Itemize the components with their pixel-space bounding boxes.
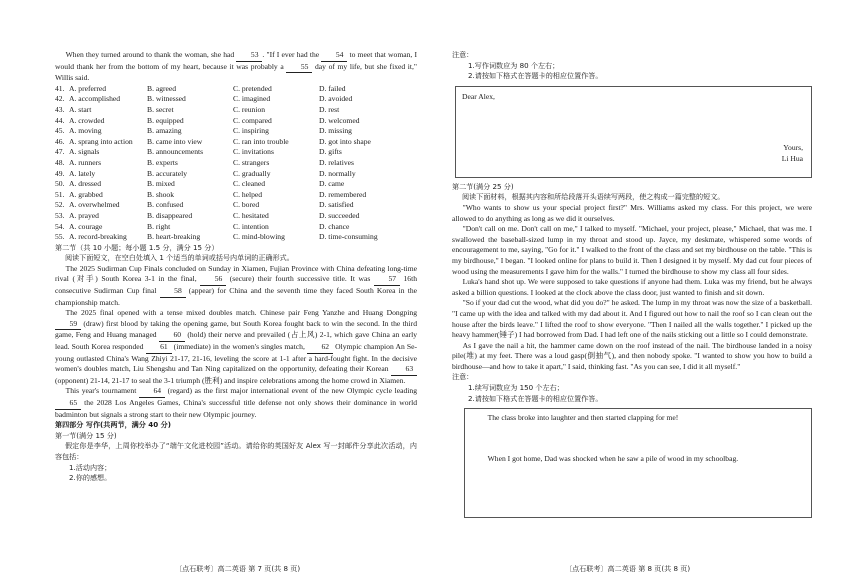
blank-54[interactable]: 54 (321, 50, 347, 62)
option-choice[interactable]: A. runners (69, 157, 102, 167)
option-choice[interactable]: B. heart-breaking (147, 232, 201, 242)
option-row (55, 116, 417, 127)
question-number: 45. (55, 126, 65, 136)
option-row (55, 211, 417, 222)
question-number: 43. (55, 104, 65, 114)
continuation-opening-2: When I got home, Dad was shocked when he saw a pile of wood in my schoolbag. (487, 453, 739, 463)
option-choice[interactable]: A. lately (69, 168, 96, 178)
option-choice[interactable]: C. invitations (233, 147, 274, 157)
option-choice[interactable]: D. normally (319, 168, 356, 178)
writing1-title: 第一节(满分 15 分) (55, 430, 117, 440)
option-choice[interactable]: A. dressed (69, 179, 102, 189)
blank-59[interactable]: 59 (55, 319, 81, 331)
story-paragraph-5: As I gave the nail a hit, the hammer came down on the roof instead of the nail. The birdhouse landed in a noisy pile(堆) at my feet. There was a loud gasp(倒抽气), and then nobody spoke. "I wanted to show you how to build a birdhouse—and how to take it apart," I said, thinking fast. "As you can see, I did it all myself." (452, 340, 812, 371)
question-number: 49. (55, 168, 65, 178)
option-choice[interactable]: C. cleaned (233, 179, 266, 189)
passage-paragraph-1: The 2025 Sudirman Cup Finals concluded on Sunday in Xiamen, Fujian Province with China defeating long-time rival (对手) South Korea 3-1 in the final, 56 (secure) their fourth successive title. It was 57 16th consecutive Sudirman Cup final 58 (appear) for China and the seventh time they faced South Korea in the championship match. (55, 263, 417, 307)
page-footer-left: 〔点石联考〕高二英语 第 7 页(共 8 页) (175, 564, 301, 573)
blank-65[interactable]: 65 (55, 398, 81, 410)
option-choice[interactable]: A. sprang into action (69, 136, 133, 146)
option-choice[interactable]: C. ran into trouble (233, 136, 289, 146)
note-item-2: 2.请按如下格式在答题卡的相应位置作答。 (468, 71, 603, 81)
question-number: 48. (55, 157, 65, 167)
blank-56[interactable]: 56 (200, 274, 226, 286)
question-number: 46. (55, 136, 65, 146)
option-choice[interactable]: D. missing (319, 126, 352, 136)
option-choice[interactable]: D. rest (319, 104, 340, 114)
option-choice[interactable]: C. strangers (233, 157, 270, 167)
blank-64[interactable]: 64 (139, 386, 165, 398)
option-choice[interactable]: D. satisfied (319, 200, 354, 210)
option-choice[interactable]: D. came (319, 179, 345, 189)
cloze-intro: When they turned around to thank the woman, she had 53 . "If I ever had the 54 to meet that woman, I would thank her from the bottom of my heart, because it was probably a 55 day of my life, but she fixed it," Willis said. (55, 50, 417, 83)
note2-item-2: 2.请按如下格式在答题卡的相应位置作答。 (468, 393, 603, 403)
continuation-opening-1: The class broke into laughter and then started clapping for me! (487, 413, 679, 423)
right-column (452, 50, 812, 522)
option-choice[interactable]: C. helped (233, 189, 263, 199)
left-column (55, 50, 417, 484)
option-choice[interactable]: B. right (147, 221, 171, 231)
option-choice[interactable]: C. reunion (233, 104, 266, 114)
option-choice[interactable]: B. secret (147, 104, 174, 114)
option-choice[interactable]: B. agreed (147, 83, 177, 93)
writing1-item-2: 2.你的感想。 (69, 473, 112, 483)
question-number: 44. (55, 115, 65, 125)
continuation-answer-box[interactable] (464, 408, 812, 518)
option-row (55, 232, 417, 243)
question-number: 54. (55, 221, 65, 231)
option-row (55, 147, 417, 158)
note2-item-1: 1.续写词数应为 150 个左右； (468, 383, 564, 393)
letter-answer-box[interactable] (455, 86, 812, 178)
question-number: 53. (55, 210, 65, 220)
option-choice[interactable]: B. announcements (147, 147, 204, 157)
option-choice[interactable]: D. chance (319, 221, 350, 231)
writing1-prompt: 假定你是李华，上周你校举办了“端午文化进校园”活动。请给你的英国好友 Alex 写一封邮件分享此次活动，内容包括： (55, 441, 417, 461)
blank-55[interactable]: 55 (286, 62, 312, 74)
option-choice[interactable]: A. prayed (69, 210, 99, 220)
option-row (55, 158, 417, 169)
blank-60[interactable]: 60 (159, 330, 185, 342)
option-row (55, 200, 417, 211)
option-choice[interactable]: D. time-consuming (319, 232, 378, 242)
option-choice[interactable]: C. bored (233, 200, 260, 210)
option-row (55, 105, 417, 116)
story-paragraph-4: "So if your dad cut the wood, what did you do?" he asked. The lump in my throat was now the size of a basketball. "I came up with the idea and talked with my dad about it. And I figured out how to nail the roof so I can clean out the house after the birds leave." I lifted the roof to show everyone. "Then I nailed all the walls together." I picked up the heavy hammer(锤子) I had borrowed from Dad. I had left one of the nails sticking out a little so I could demonstrate. (452, 298, 812, 340)
option-choice[interactable]: D. got into shape (319, 136, 371, 146)
option-choice[interactable]: D. avoided (319, 94, 353, 104)
writing2-instruction: 阅读下面材料，根据其内容和所给段落开头语续写两段，使之构成一篇完整的短文。 (461, 192, 725, 202)
letter-signature: Li Hua (781, 153, 803, 163)
option-choice[interactable]: D. welcomed (319, 115, 360, 125)
option-row (55, 84, 417, 95)
blank-62[interactable]: 62 (307, 342, 333, 354)
option-row (55, 137, 417, 148)
cloze-options (55, 84, 417, 243)
option-choice[interactable]: C. mind-blowing (233, 232, 285, 242)
option-choice[interactable]: B. equipped (147, 115, 184, 125)
option-row (55, 179, 417, 190)
blank-63[interactable]: 63 (391, 364, 417, 376)
option-choice[interactable]: D. failed (319, 83, 346, 93)
option-choice[interactable]: C. inspiring (233, 126, 269, 136)
option-choice[interactable]: C. imagined (233, 94, 271, 104)
option-choice[interactable]: D. remembered (319, 189, 367, 199)
option-choice[interactable]: B. came into view (147, 136, 203, 146)
option-choice[interactable]: C. gradually (233, 168, 271, 178)
option-row (55, 222, 417, 233)
option-choice[interactable]: B. mixed (147, 179, 175, 189)
option-choice[interactable]: A. preferred (69, 83, 107, 93)
option-choice[interactable]: A. record-breaking (69, 232, 127, 242)
option-choice[interactable]: C. intention (233, 221, 269, 231)
blank-58[interactable]: 58 (160, 286, 186, 298)
passage-paragraph-3: This year's tournament 64 (regard) as the first major international event of the new Olympic cycle leading 65 the 2028 Los Angeles Games, China's successful title defense not only shows their dominance in world badminton but signals a strong start to their new Olympic journey. (55, 386, 417, 419)
option-choice[interactable]: A. crowded (69, 115, 105, 125)
option-choice[interactable]: A. grabbed (69, 189, 103, 199)
option-choice[interactable]: A. courage (69, 221, 103, 231)
part4-title: 第四部分 写作(共两节，满分 40 分) (55, 420, 171, 430)
page-footer-right: 〔点石联考〕高二英语 第 8 页(共 8 页) (565, 564, 691, 573)
option-choice[interactable]: B. amazing (147, 126, 182, 136)
question-number: 47. (55, 147, 65, 157)
option-choice[interactable]: B. confused (147, 200, 184, 210)
section2-instruction: 阅读下面短文，在空白处填入 1 个适当的单词或括号内单词的正确形式。 (64, 253, 294, 263)
option-choice[interactable]: D. relatives (319, 157, 355, 167)
story-paragraph-3: Luka's hand shot up. We were supposed to take questions if anyone had them. Luka was my friend, but he always asked a billion questions. I looked at the clock above the class door, just wanted to finish and sit down. (452, 277, 812, 297)
option-choice[interactable]: B. disappeared (147, 210, 193, 220)
writing2-title: 第二节(满分 25 分) (452, 181, 514, 191)
option-choice[interactable]: C. hesitated (233, 210, 269, 220)
letter-greeting: Dear Alex, (462, 91, 495, 101)
blank-53[interactable]: 53 (236, 50, 262, 62)
story-paragraph-1: "Who wants to show us your special project first?" Mrs. Williams asked my class. For this project, we were allowed to do anything as long as we did it ourselves. (452, 202, 812, 223)
question-number: 42. (55, 94, 65, 104)
story-paragraph-2: "Don't call on me. Don't call on me," I talked to myself. "Michael, your project, please," Michael, that was me. I swallowed the baseball-sized lump in my throat and stood up. Jayce, my deskmate, whispered some words of encouragement to me, saying, "Go for it." I walked to the front of the class and set my birdhouse on the table. "This is my birdhouse," I began. "I looked online for plans to build it. Then I designed it by myself. My dad cut four pieces of wood using the measurements I gave him for the walls." I turned the birdhouse to show my class all four sides. (452, 224, 812, 276)
option-row (55, 190, 417, 201)
option-row (55, 94, 417, 105)
option-choice[interactable]: D. succeeded (319, 210, 360, 220)
note-title: 注意： (452, 50, 474, 59)
blank-57[interactable]: 57 (374, 274, 400, 286)
writing1-item-1: 1.活动内容； (69, 462, 112, 472)
question-number: 51. (55, 189, 65, 199)
option-choice[interactable]: B. accurately (147, 168, 188, 178)
question-number: 50. (55, 179, 65, 189)
note2-title: 注意： (452, 372, 474, 382)
blank-61[interactable]: 61 (146, 342, 172, 354)
option-choice[interactable]: D. gifts (319, 147, 342, 157)
note-item-1: 1.写作词数应为 80 个左右； (468, 60, 560, 70)
option-choice[interactable]: B. shook (147, 189, 175, 199)
option-choice[interactable]: A. accomplished (69, 94, 121, 104)
option-choice[interactable]: A. moving (69, 126, 102, 136)
option-choice[interactable]: C. compared (233, 115, 272, 125)
passage-paragraph-2: The 2025 final opened with a tense mixed doubles match. Chinese pair Feng Yanzhe and Huang Dongping 59 (draw) first blood by taking the opening game, but South Korea fought back to win the second. In the third game, Feng and Huang managed 60 (hold) their nerve and prevailed (占上风) 2-1, which gave China an early lead. South Korea responded 61 (immediate) in the women's singles match, 62 Olympic champion An Se-young outlasted China's Wang Zhiyi 21-17, 21-16, leveling the score at 1-1 after a hard-fought fight. In the decisive women's doubles match, Liu Shengshu and Tan Ning capitalized on the opportunity, defeating their Korean 63 (opponent) 21-14, 21-17 to seal the 3-1 triumph (胜利) and inspire celebrations among the home crowd in Xiamen. (55, 308, 418, 385)
letter-closing: Yours, (783, 142, 803, 152)
option-choice[interactable]: A. overwhelmed (69, 200, 120, 210)
section2-title: 第二节（共 10 小题；每小题 1.5 分，满分 15 分） (55, 242, 219, 252)
option-choice[interactable]: B. witnessed (147, 94, 186, 104)
option-choice[interactable]: C. pretended (233, 83, 272, 93)
option-choice[interactable]: B. experts (147, 157, 178, 167)
question-number: 41. (55, 83, 65, 93)
question-number: 55. (55, 232, 65, 242)
option-choice[interactable]: A. start (69, 104, 92, 114)
option-row (55, 126, 417, 137)
option-row (55, 169, 417, 180)
option-choice[interactable]: A. signals (69, 147, 100, 157)
question-number: 52. (55, 200, 65, 210)
